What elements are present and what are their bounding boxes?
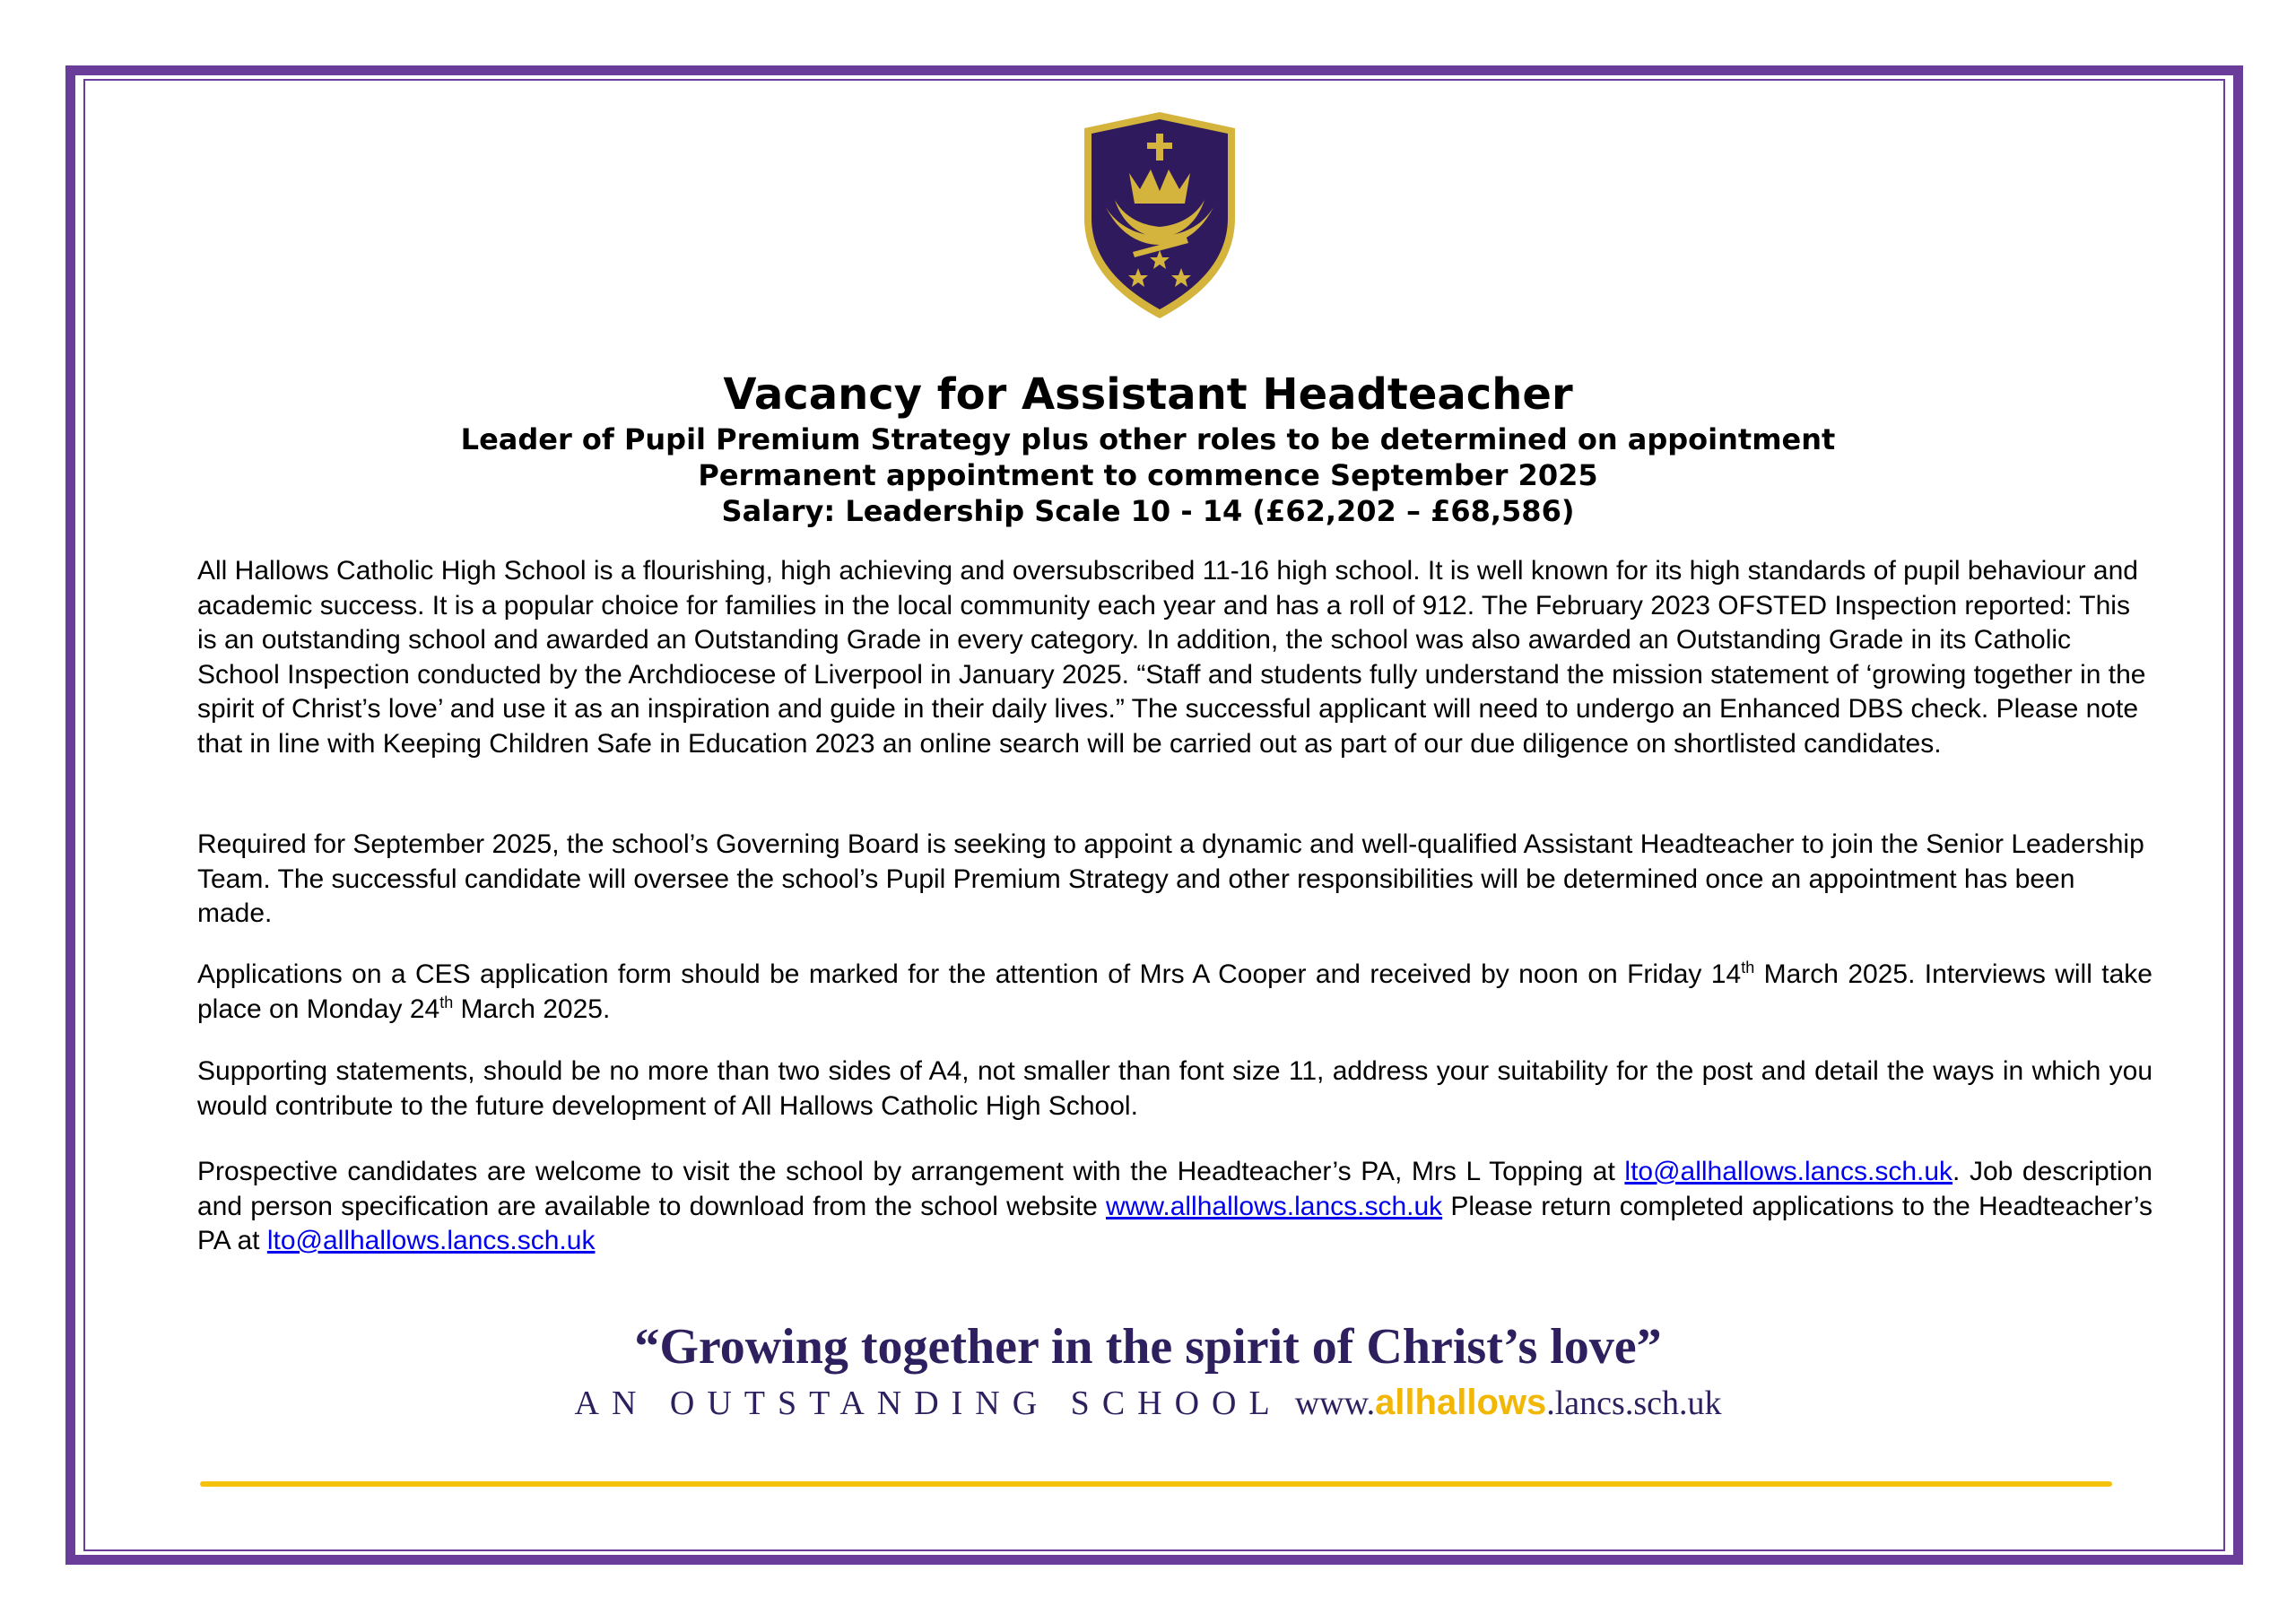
applications-text-c: March 2025. xyxy=(453,994,611,1024)
contact-text-c: Please return completed applications to the Headteacher’s PA at xyxy=(197,1191,2152,1255)
supporting-statements-paragraph: Supporting statements, should be no more than two sides of A4, not smaller than font size 11, address your suitability for the post and detail the ways in which you would contribute to the future development of All Hallows Catholic High School. xyxy=(197,1056,2152,1121)
applications-paragraph xyxy=(197,958,2152,1027)
school-description-paragraph: All Hallows Catholic High School is a flourishing, high achieving and oversubscribed 11-16 high school. It is well known for its high standards of pupil behaviour and academic success. It is a popular choice for families in the local community each year and has a roll of 912. The February 2023 OFSTED Inspection reported: This is an outstanding school and awarded an Outstanding Grade in every category. In addition, the school was also awarded an Outstanding Grade in its Catholic School Inspection conducted by the Archdiocese of Liverpool in January 2025. “Staff and students fully understand the mission statement of ‘growing together in the spirit of Christ’s love’ and use it as an inspiration and guide in their daily lives.” The successful applicant will need to undergo an Enhanced DBS check. Please note that in line with Keeping Children Safe in Education 2023 an online search will be carried out as part of our due diligence on shortlisted candidates. xyxy=(197,556,2146,759)
tagline-outstanding-school: AN OUTSTANDING SCHOOL xyxy=(574,1384,1283,1422)
school-crest-icon xyxy=(1079,110,1240,321)
applications-text-b: March 2025. Interviews will take place on Monday 24 xyxy=(197,959,2152,1024)
contact-paragraph xyxy=(197,1155,2152,1259)
salary-subtitle: Salary: Leadership Scale 10 - 14 (£62,202 – £68,586) xyxy=(721,494,1575,528)
contact-text-a: Prospective candidates are welcome to visit the school by arrangement with the Headteacher’s PA, Mrs L Topping at xyxy=(197,1157,1625,1186)
school-tagline xyxy=(0,1383,2296,1423)
footer-divider xyxy=(200,1481,2112,1487)
contact-text-b: . Job description and person specification are available to download from the school website xyxy=(197,1157,2152,1221)
tagline-url-prefix: www. xyxy=(1294,1384,1376,1422)
vacancy-title: Vacancy for Assistant Headteacher xyxy=(723,369,1573,420)
email-link[interactable]: lto@allhallows.lancs.sch.uk xyxy=(1624,1157,1953,1186)
website-link[interactable]: www.allhallows.lancs.sch.uk xyxy=(1106,1191,1443,1221)
role-subtitle: Leader of Pupil Premium Strategy plus other roles to be determined on appointment xyxy=(460,422,1836,456)
school-motto: “Growing together in the spirit of Christ’s love” xyxy=(634,1319,1662,1375)
tagline-url-highlight: allhallows xyxy=(1375,1383,1547,1422)
appointment-subtitle: Permanent appointment to commence September 2025 xyxy=(698,458,1598,492)
ordinal-suffix: th xyxy=(439,993,454,1011)
ordinal-suffix: th xyxy=(1741,959,1755,976)
tagline-url-suffix: .lancs.sch.uk xyxy=(1546,1384,1722,1422)
applications-text-a: Applications on a CES application form should be marked for the attention of Mrs A Cooper and received by noon on Friday 14 xyxy=(197,959,1742,989)
role-description-paragraph: Required for September 2025, the school’s Governing Board is seeking to appoint a dynamic and well-qualified Assistant Headteacher to join the Senior Leadership Team. The successful candidate will oversee the school’s Pupil Premium Strategy and other responsibilities will be determined once an appointment has been made. xyxy=(197,829,2144,928)
email-link[interactable]: lto@allhallows.lancs.sch.uk xyxy=(266,1226,596,1255)
